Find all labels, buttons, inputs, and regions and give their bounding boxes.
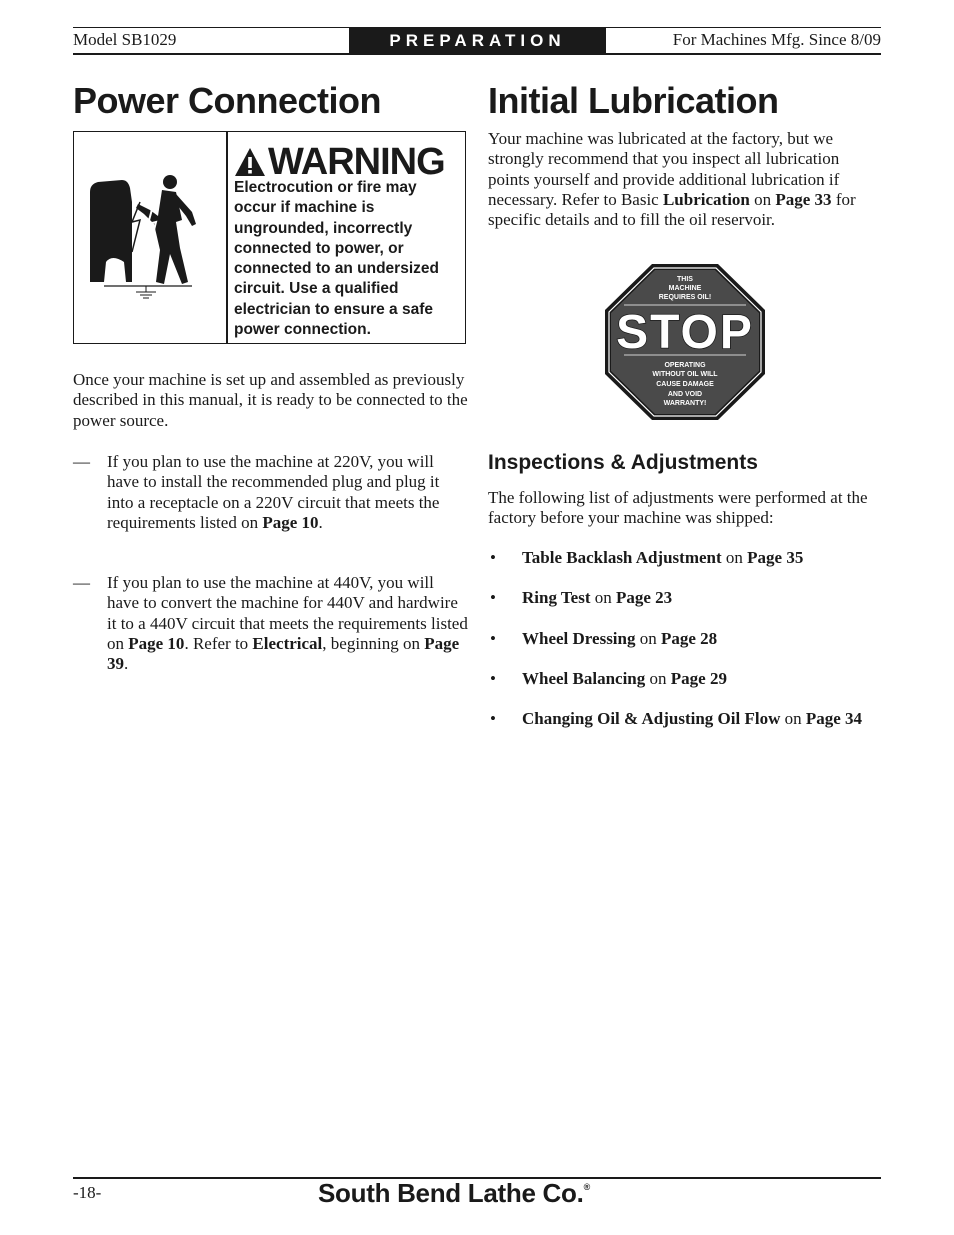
page-ref-10: Page 10 [128, 633, 185, 653]
page-ref: Page 23 [616, 588, 673, 608]
page-ref: Page 29 [670, 668, 727, 688]
on-word: on [635, 628, 661, 648]
header-rule-bottom [73, 53, 881, 55]
stop-bottom-line-5: WARRANTY! [663, 400, 707, 407]
adjustment-name: Changing Oil & Adjusting Oil Flow [522, 709, 781, 729]
page-number: -18- [73, 1183, 102, 1202]
bullet: • [490, 668, 496, 688]
page-ref: Page 34 [805, 709, 863, 729]
item-mid: . Refer to [184, 633, 253, 653]
list-item [488, 709, 883, 729]
initial-lubrication-heading: Initial Lubrication [488, 80, 779, 121]
list-item [488, 588, 883, 608]
item-end: . [318, 512, 323, 532]
on-word: on [780, 709, 806, 729]
page-header [73, 27, 881, 55]
power-item-220v [73, 452, 468, 533]
on-word: on [721, 548, 748, 567]
dash-mark: — [73, 452, 90, 471]
stop-word: STOP [616, 306, 754, 359]
list-item [488, 548, 883, 568]
bullet: • [490, 709, 496, 729]
lube-text: Your machine was lubricated at the factory, but we strongly recommend that you inspect all lubrication points yourself and provide additional lubrication if necessary. Refer to Basic [488, 129, 840, 209]
dash-mark: — [73, 573, 90, 592]
section-title: PREPARATION [349, 28, 606, 53]
warning-label: WARNING [268, 141, 445, 183]
model-label: Model SB1029 [73, 30, 177, 49]
brand-dot: . [576, 1178, 584, 1208]
list-item [488, 669, 883, 689]
on-word: on [645, 668, 671, 688]
stop-sign-graphic [604, 263, 766, 421]
warning-box [73, 131, 466, 344]
stop-bottom-line-4: AND VOID [667, 391, 703, 398]
page-ref-39: Page 39 [107, 633, 460, 674]
list-item [488, 629, 883, 649]
bullet: • [490, 628, 496, 648]
adjustment-name: Wheel Dressing [522, 628, 636, 648]
stop-bottom-line-1: OPERATING [664, 362, 706, 369]
item-440v-text: If you plan to use the machine at 440V, you will have to convert the machine for 440V and hardwire it to a 440V circuit that meets the requirements listed on [107, 573, 468, 653]
page-ref: Page 28 [661, 628, 718, 648]
lubrication-ref: Lubrication [662, 189, 750, 209]
inspections-intro: The following list of adjustments were performed at the factory before your machine was shipped: [488, 488, 868, 528]
adjustment-name: Wheel Balancing [522, 668, 646, 688]
brand-name: South Bend Lathe Co [318, 1178, 577, 1208]
item-end: . [124, 654, 129, 674]
power-connection-heading: Power Connection [73, 80, 382, 121]
stop-top-line-1: THIS [677, 276, 693, 283]
adjustment-name: Ring Test [522, 588, 591, 608]
bullet: • [490, 548, 496, 567]
inspections-heading: Inspections & Adjustments [488, 451, 758, 474]
page-ref: Page 35 [747, 548, 804, 567]
electrocution-icon [84, 162, 214, 312]
stop-bottom-line-2: WITHOUT OIL WILL [652, 371, 718, 378]
warning-text: Electrocution or fire may occur if machine is ungrounded, incorrectly connected to power, or connected to an undersized circuit. Use a qualified electrician to ensure a safe power connection. [234, 179, 439, 339]
adjustment-name: Table Backlash Adjustment [522, 548, 722, 567]
power-item-440v [73, 573, 468, 674]
item-220v-text: If you plan to use the machine at 220V, you will have to install the recommended plug and plug it into a receptacle on a 220V circuit that meets the requirements listed on [107, 452, 440, 532]
stop-bottom-line-3: CAUSE DAMAGE [656, 381, 714, 388]
warning-triangle-icon [234, 146, 266, 178]
electrical-ref: Electrical [252, 633, 323, 653]
power-intro: Once your machine is set up and assembled as previously described in this manual, it is ready to be connected to the power source. [73, 370, 468, 430]
lubrication-paragraph [488, 129, 883, 230]
warning-divider [226, 132, 228, 343]
stop-top-line-2: MACHINE [668, 285, 702, 292]
page-ref-10: Page 10 [262, 512, 319, 532]
registered-mark: ® [583, 1182, 590, 1192]
item-mid2: , beginning on [322, 633, 425, 653]
adjustments-list [488, 548, 883, 749]
lube-end: for specific details and to fill the oil reservoir. [488, 189, 856, 230]
on-word: on [590, 588, 616, 608]
lube-on: on [749, 189, 776, 209]
bullet: • [490, 588, 496, 608]
page-ref-33: Page 33 [775, 189, 832, 209]
brand-logo [318, 1178, 590, 1209]
stop-top-line-3: REQUIRES OIL! [658, 294, 712, 301]
machines-since-label: For Machines Mfg. Since 8/09 [672, 30, 881, 49]
